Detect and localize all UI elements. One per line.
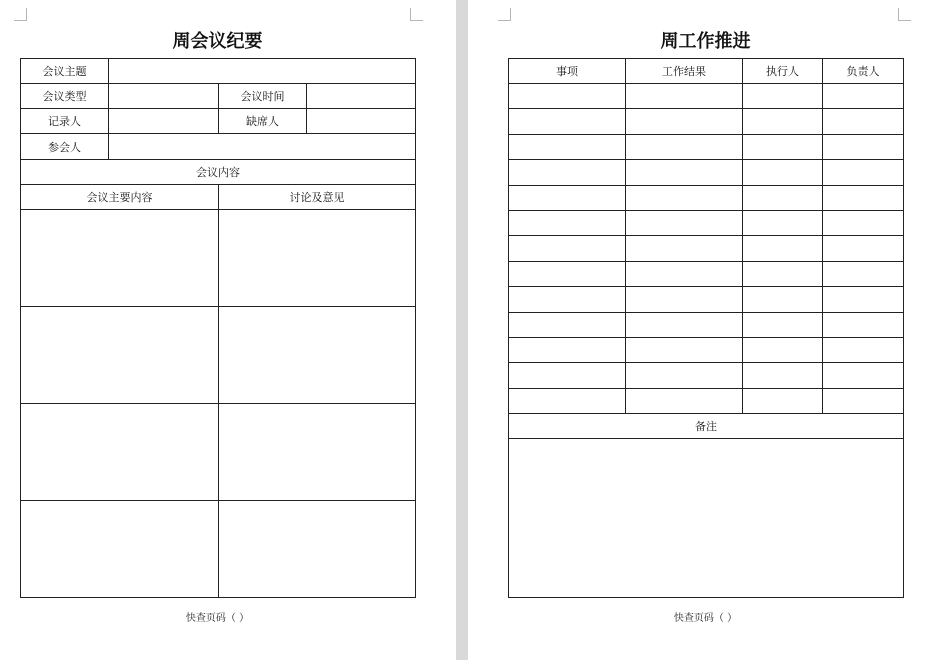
- table-cell[interactable]: [626, 312, 743, 337]
- table-cell[interactable]: [743, 312, 823, 337]
- column-header-item: 事项: [509, 59, 626, 84]
- type-cell[interactable]: [109, 84, 219, 109]
- work-progress-table: [508, 58, 904, 598]
- table-cell[interactable]: [823, 388, 904, 413]
- table-cell[interactable]: [823, 312, 904, 337]
- table-row: [509, 109, 904, 134]
- table-cell[interactable]: [626, 160, 743, 185]
- table-row: [509, 337, 904, 362]
- table-row: [509, 84, 904, 109]
- table-cell[interactable]: [743, 236, 823, 261]
- margin-corner-mark: [410, 8, 423, 21]
- table-cell[interactable]: [743, 134, 823, 159]
- page-title: 周工作推进: [660, 31, 751, 52]
- recorder-cell[interactable]: [109, 109, 219, 134]
- margin-corner-mark: [14, 8, 27, 21]
- main-content-header: 会议主要内容: [21, 185, 219, 210]
- table-row: [509, 363, 904, 388]
- margin-corner-mark: [898, 8, 911, 21]
- table-cell[interactable]: [743, 363, 823, 388]
- discussion-header: 讨论及意见: [219, 185, 416, 210]
- table-cell[interactable]: [626, 261, 743, 286]
- page-footer: 快查页码（ ）: [673, 613, 738, 624]
- table-cell[interactable]: [743, 287, 823, 312]
- table-cell[interactable]: [743, 160, 823, 185]
- table-row: [509, 312, 904, 337]
- discussion-cell[interactable]: [219, 501, 416, 598]
- table-cell[interactable]: [509, 337, 626, 362]
- margin-corner-mark: [498, 8, 511, 21]
- table-row: [509, 185, 904, 210]
- page-left: [0, 0, 456, 660]
- table-row: [509, 287, 904, 312]
- time-label: 会议时间: [219, 84, 307, 109]
- table-cell[interactable]: [823, 236, 904, 261]
- recorder-label: 记录人: [21, 109, 109, 134]
- discussion-cell[interactable]: [219, 210, 416, 307]
- table-cell[interactable]: [626, 84, 743, 109]
- page-title: 周会议纪要: [172, 31, 263, 52]
- notes-header: 备注: [509, 414, 904, 439]
- table-cell[interactable]: [743, 261, 823, 286]
- table-cell[interactable]: [823, 160, 904, 185]
- attendees-label: 参会人: [21, 134, 109, 160]
- table-cell[interactable]: [626, 210, 743, 235]
- main-content-cell[interactable]: [21, 501, 219, 598]
- table-cell[interactable]: [626, 236, 743, 261]
- table-cell[interactable]: [823, 261, 904, 286]
- table-cell[interactable]: [823, 363, 904, 388]
- table-cell[interactable]: [743, 185, 823, 210]
- table-cell[interactable]: [509, 134, 626, 159]
- main-content-cell[interactable]: [21, 307, 219, 404]
- table-cell[interactable]: [509, 388, 626, 413]
- table-cell[interactable]: [509, 84, 626, 109]
- table-row: [509, 388, 904, 413]
- table-cell[interactable]: [509, 109, 626, 134]
- main-content-cell[interactable]: [21, 404, 219, 501]
- attendees-cell[interactable]: [109, 134, 416, 160]
- table-cell[interactable]: [626, 109, 743, 134]
- table-cell[interactable]: [509, 185, 626, 210]
- table-cell[interactable]: [509, 261, 626, 286]
- content-header: 会议内容: [21, 160, 416, 185]
- table-cell[interactable]: [823, 134, 904, 159]
- type-label: 会议类型: [21, 84, 109, 109]
- table-row: [509, 160, 904, 185]
- discussion-cell[interactable]: [219, 307, 416, 404]
- table-cell[interactable]: [626, 185, 743, 210]
- table-cell[interactable]: [743, 109, 823, 134]
- topic-label: 会议主题: [21, 59, 109, 84]
- absent-label: 缺席人: [219, 109, 307, 134]
- table-row: [509, 261, 904, 286]
- table-cell[interactable]: [626, 363, 743, 388]
- table-cell[interactable]: [743, 388, 823, 413]
- table-cell[interactable]: [626, 287, 743, 312]
- column-header-executor: 执行人: [743, 59, 823, 84]
- page-right: [468, 0, 930, 660]
- absent-cell[interactable]: [307, 109, 416, 134]
- column-header-owner: 负责人: [823, 59, 904, 84]
- meeting-minutes-table: [20, 58, 416, 598]
- table-cell[interactable]: [626, 134, 743, 159]
- table-cell[interactable]: [823, 210, 904, 235]
- table-cell[interactable]: [823, 109, 904, 134]
- table-cell[interactable]: [509, 210, 626, 235]
- table-cell[interactable]: [823, 185, 904, 210]
- page-gutter: [456, 0, 468, 660]
- table-cell[interactable]: [743, 337, 823, 362]
- table-cell[interactable]: [626, 388, 743, 413]
- table-cell[interactable]: [823, 337, 904, 362]
- table-cell[interactable]: [823, 84, 904, 109]
- topic-cell[interactable]: [109, 59, 416, 84]
- table-row: [509, 210, 904, 235]
- time-cell[interactable]: [307, 84, 416, 109]
- table-cell[interactable]: [743, 84, 823, 109]
- page-footer: 快查页码（ ）: [185, 613, 250, 624]
- table-cell[interactable]: [743, 210, 823, 235]
- discussion-cell[interactable]: [219, 404, 416, 501]
- table-cell[interactable]: [509, 312, 626, 337]
- main-content-cell[interactable]: [21, 210, 219, 307]
- column-header-result: 工作结果: [626, 59, 743, 84]
- table-cell[interactable]: [509, 287, 626, 312]
- table-cell[interactable]: [626, 337, 743, 362]
- table-row: [509, 236, 904, 261]
- table-row: [509, 134, 904, 159]
- table-cell[interactable]: [509, 363, 626, 388]
- table-cell[interactable]: [509, 160, 626, 185]
- notes-cell[interactable]: [509, 439, 904, 598]
- table-cell[interactable]: [509, 236, 626, 261]
- table-cell[interactable]: [823, 287, 904, 312]
